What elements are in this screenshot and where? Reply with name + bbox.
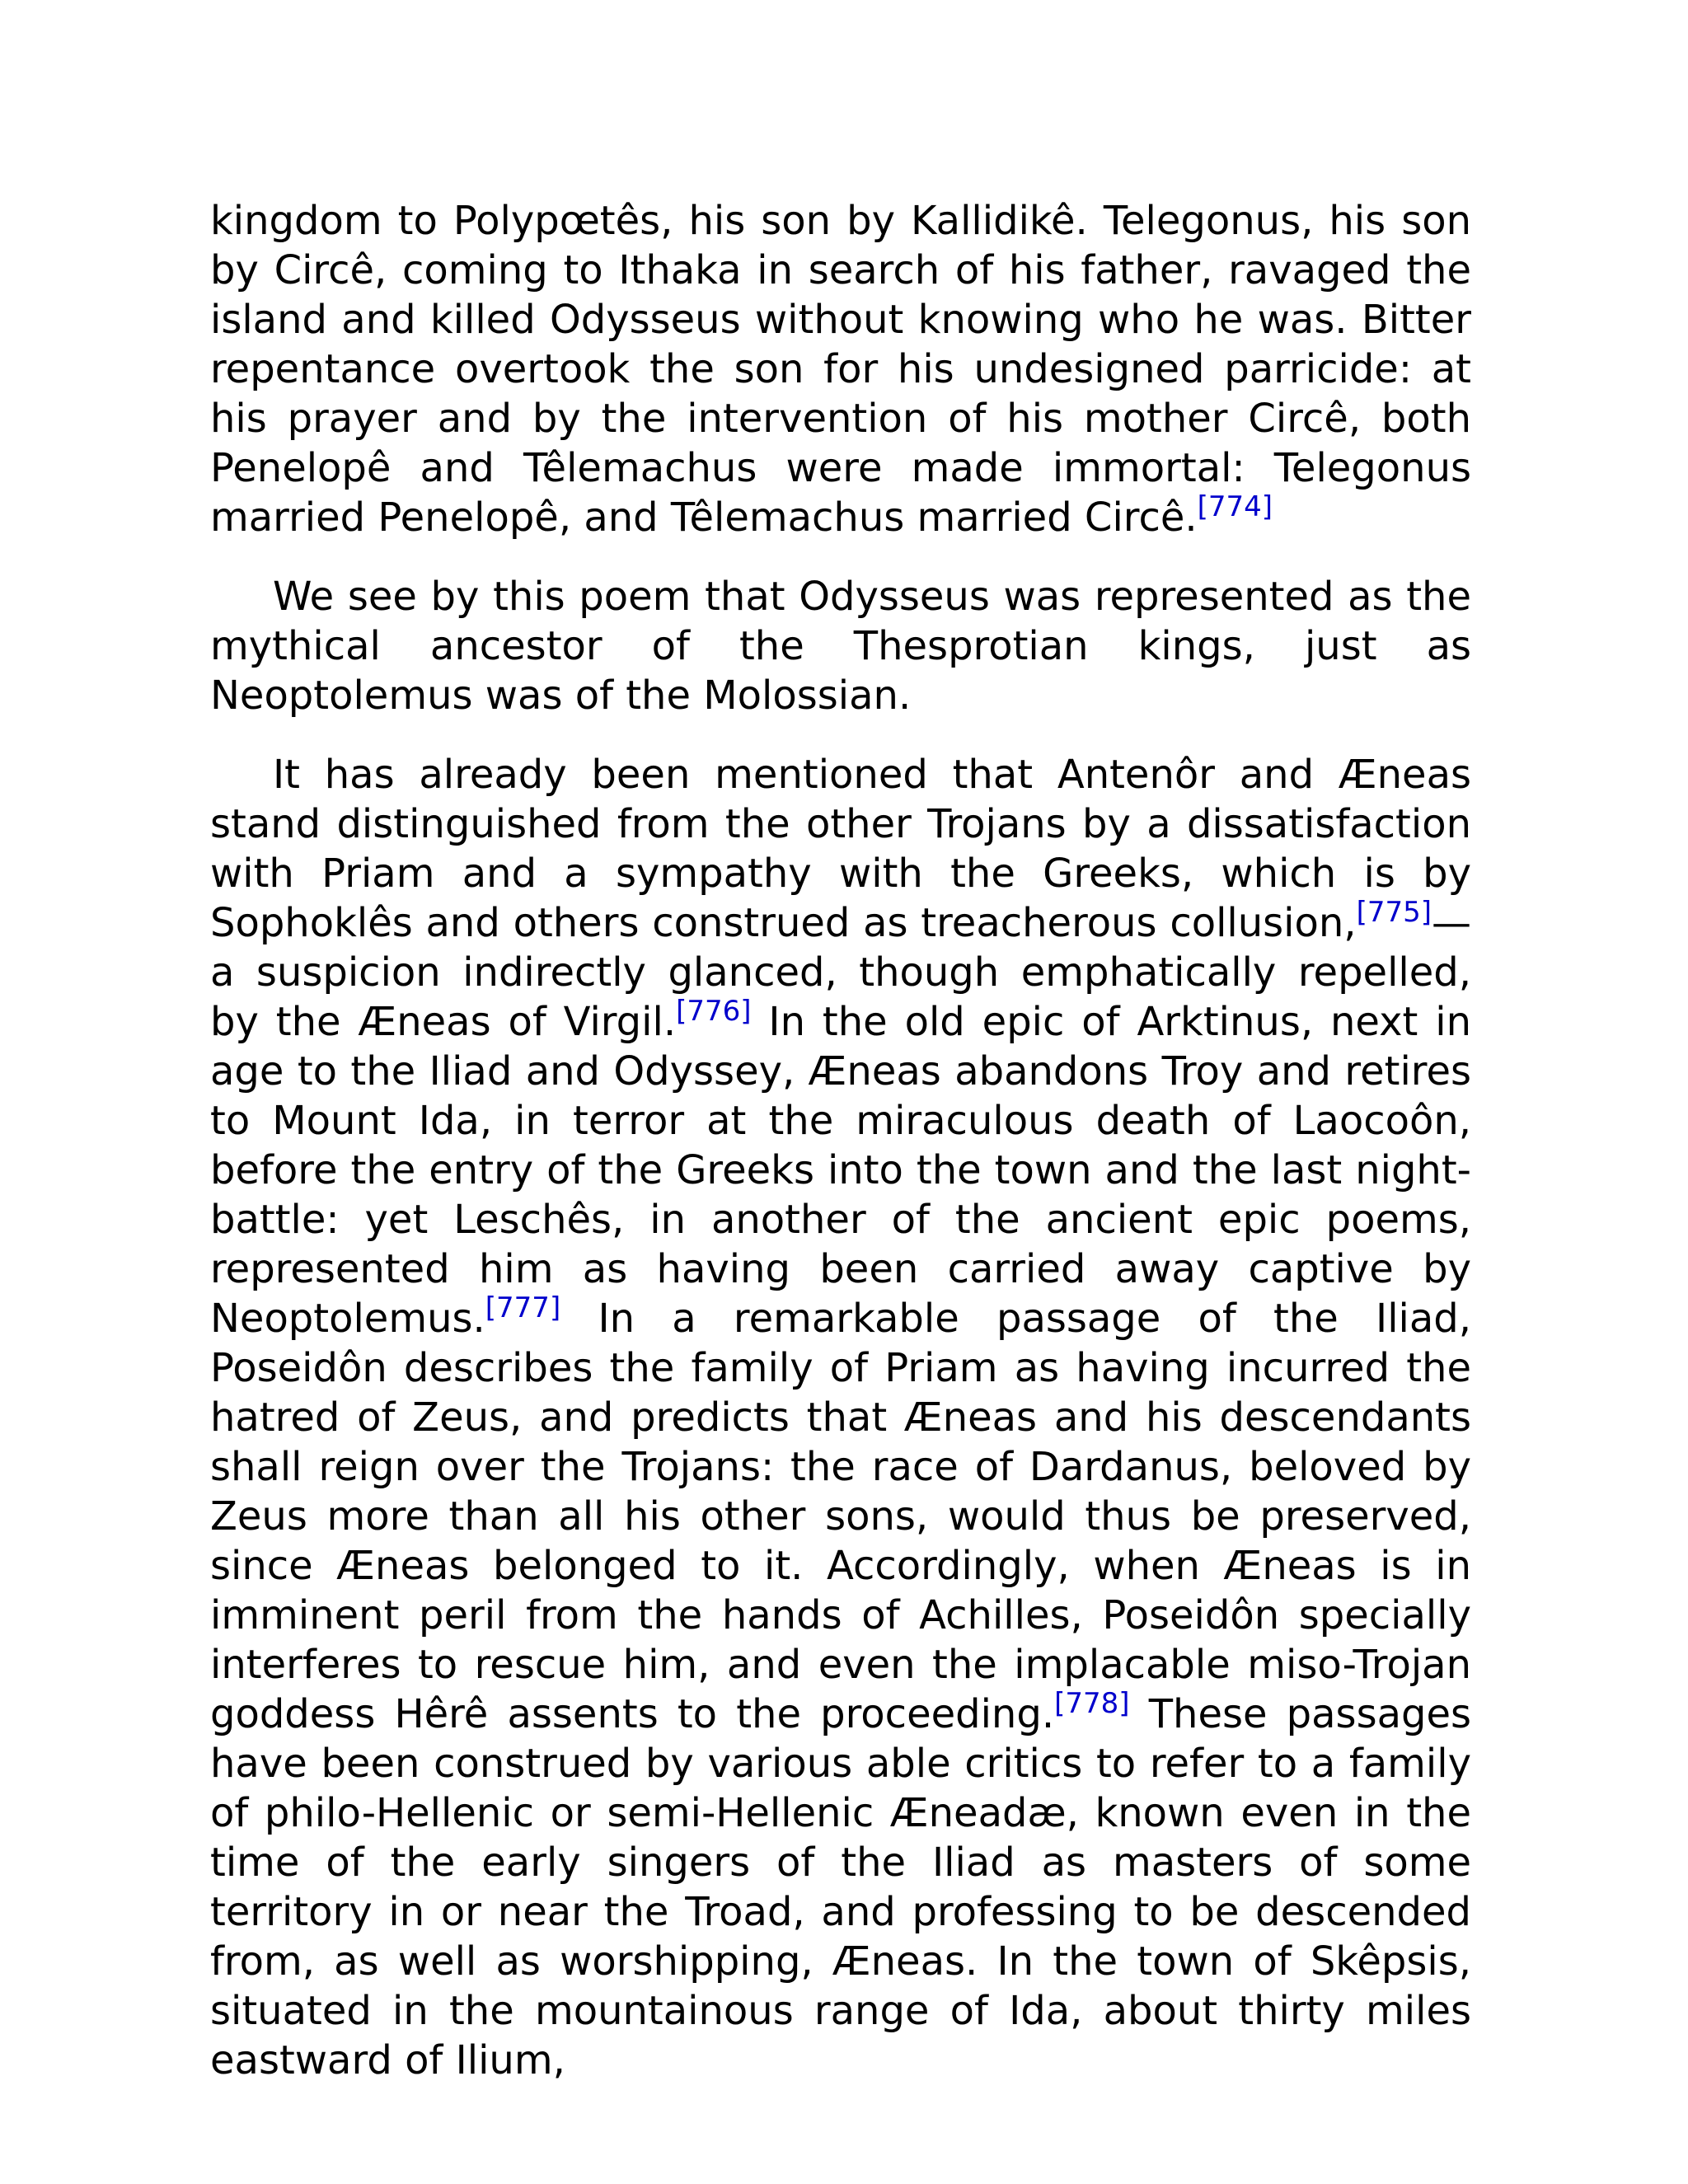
paragraph-text: It has already been mentioned that Antenôr and Æneas stand distinguished from the other Trojans by a dissatisfaction with Priam and a sympathy with the Greeks, which is by Sophoklês and others construed as treacherous collusion, (210, 752, 1471, 946)
paragraph-text: We see by this poem that Odysseus was represented as the mythical ancestor of the Thesprotian kings, just as Neoptolemus was of the Molossian. (210, 574, 1471, 719)
paragraph-text: These passages have been construed by various able critics to refer to a family of philo-Hellenic or semi-Hellenic Æneadæ, known even in the time of the early singers of the Iliad as masters of some territory in or near the Troad, and professing to be descended from, as well as worshipping, Æneas. In the town of Skêpsis, situated in the mountainous range of Ida, about thirty miles eastward of Ilium, (210, 1691, 1471, 2083)
footnote-link-777[interactable]: [777] (485, 1291, 561, 1324)
paragraph-text: kingdom to Polypœtês, his son by Kallidikê. Telegonus, his son by Circê, coming to Ithaka in search of his father, ravaged the island and killed Odysseus without knowing who he was. Bitter repentance overtook the son for his undesigned parricide: at his prayer and by the intervention of his mother Circê, both Penelopê and Têlemachus were made immortal: Telegonus married Penelopê, and Têlemachus married Circê. (210, 198, 1471, 541)
footnote-link-775[interactable]: [775] (1356, 896, 1432, 929)
paragraph-antenor-aeneas (210, 750, 1471, 2085)
footnote-link-776[interactable]: [776] (676, 995, 752, 1028)
footnote-link-774[interactable]: [774] (1197, 490, 1273, 523)
paragraph-continuation (210, 196, 1471, 542)
paragraph-odysseus-ancestor (210, 572, 1471, 720)
paragraph-text: In a remarkable passage of the Iliad, Poseidôn describes the family of Priam as having incurred the hatred of Zeus, and predicts that Æneas and his descendants shall reign over the Trojans: the race of Dardanus, beloved by Zeus more than all his other sons, would thus be preserved, since Æneas belonged to it. Accordingly, when Æneas is in imminent peril from the hands of Achilles, Poseidôn specially interferes to rescue him, and even the implacable miso-Trojan goddess Hêrê assents to the proceeding. (210, 1296, 1471, 1737)
paragraph-text: —a suspicion indirectly glanced, though emphatically repelled, by the Æneas of Virgil. (210, 900, 1471, 1045)
paragraph-text: In the old epic of Arktinus, next in age to the Iliad and Odyssey, Æneas abandons Troy and retires to Mount Ida, in terror at the miraculous death of Laocoôn, before the entry of the Greeks into the town and the last night-battle: yet Leschês, in another of the ancient epic poems, represented him as having been carried away captive by Neoptolemus. (210, 999, 1471, 1342)
footnote-link-778[interactable]: [778] (1054, 1687, 1130, 1720)
page-body (210, 196, 1471, 2115)
